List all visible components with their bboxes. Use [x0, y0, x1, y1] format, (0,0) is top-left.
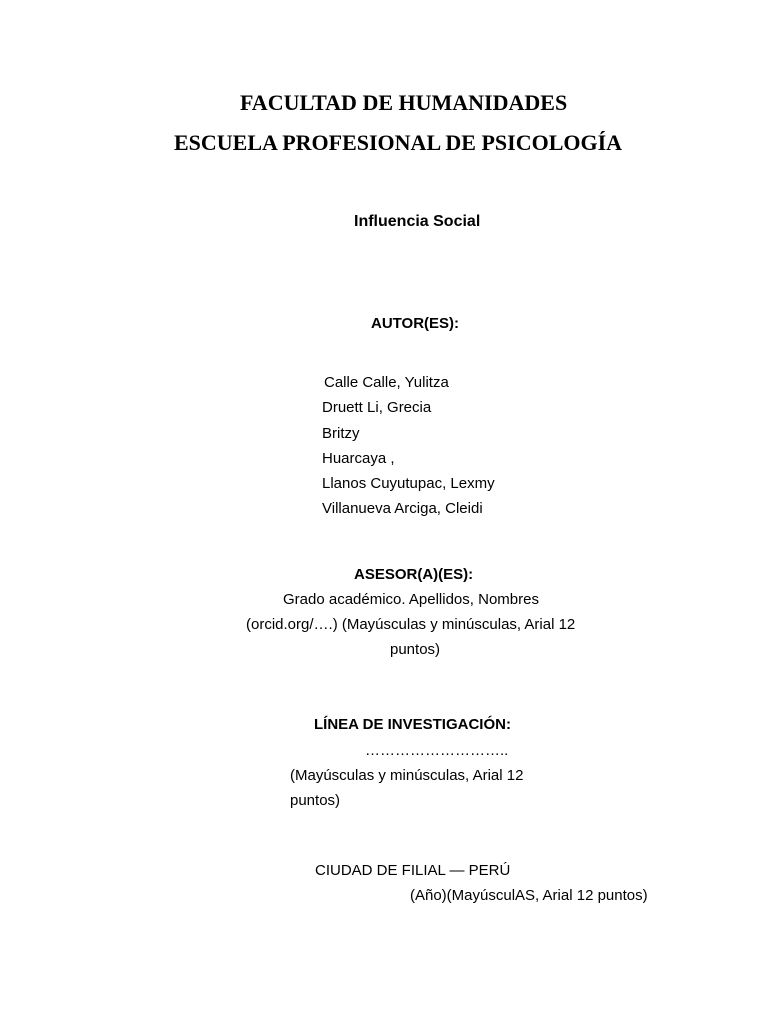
research-line-note: puntos) [290, 792, 341, 809]
faculty-heading: FACULTAD DE HUMANIDADES [240, 90, 568, 115]
author-name: Druett Li, Grecia [322, 399, 432, 416]
advisor-line: (orcid.org/….) (Mayúsculas y minúsculas, Arial 12 [246, 616, 576, 633]
advisor-line: Grado académico. Apellidos, Nombres [283, 591, 539, 608]
author-name: Britzy [322, 425, 360, 442]
research-line-placeholder: ……………………….. [365, 742, 509, 759]
author-name: Llanos Cuyutupac, Lexmy [322, 475, 495, 492]
advisor-line: puntos) [390, 641, 441, 658]
year-note: (Año)(MayúsculAS, Arial 12 puntos) [410, 887, 648, 904]
school-heading: ESCUELA PROFESIONAL DE PSICOLOGÍA [174, 130, 623, 155]
author-name: Villanueva Arciga, Cleidi [322, 500, 483, 517]
research-line-note: (Mayúsculas y minúsculas, Arial 12 [290, 767, 524, 784]
advisor-heading: ASESOR(A)(ES): [354, 566, 474, 583]
author-name: Huarcaya , [322, 450, 395, 467]
city-line: CIUDAD DE FILIAL — PERÚ [315, 862, 511, 879]
author-name: Calle Calle, Yulitza [324, 374, 449, 391]
authors-heading: AUTOR(ES): [371, 315, 460, 332]
research-line-heading: LÍNEA DE INVESTIGACIÓN: [314, 716, 511, 733]
document-title: Influencia Social [354, 213, 481, 230]
